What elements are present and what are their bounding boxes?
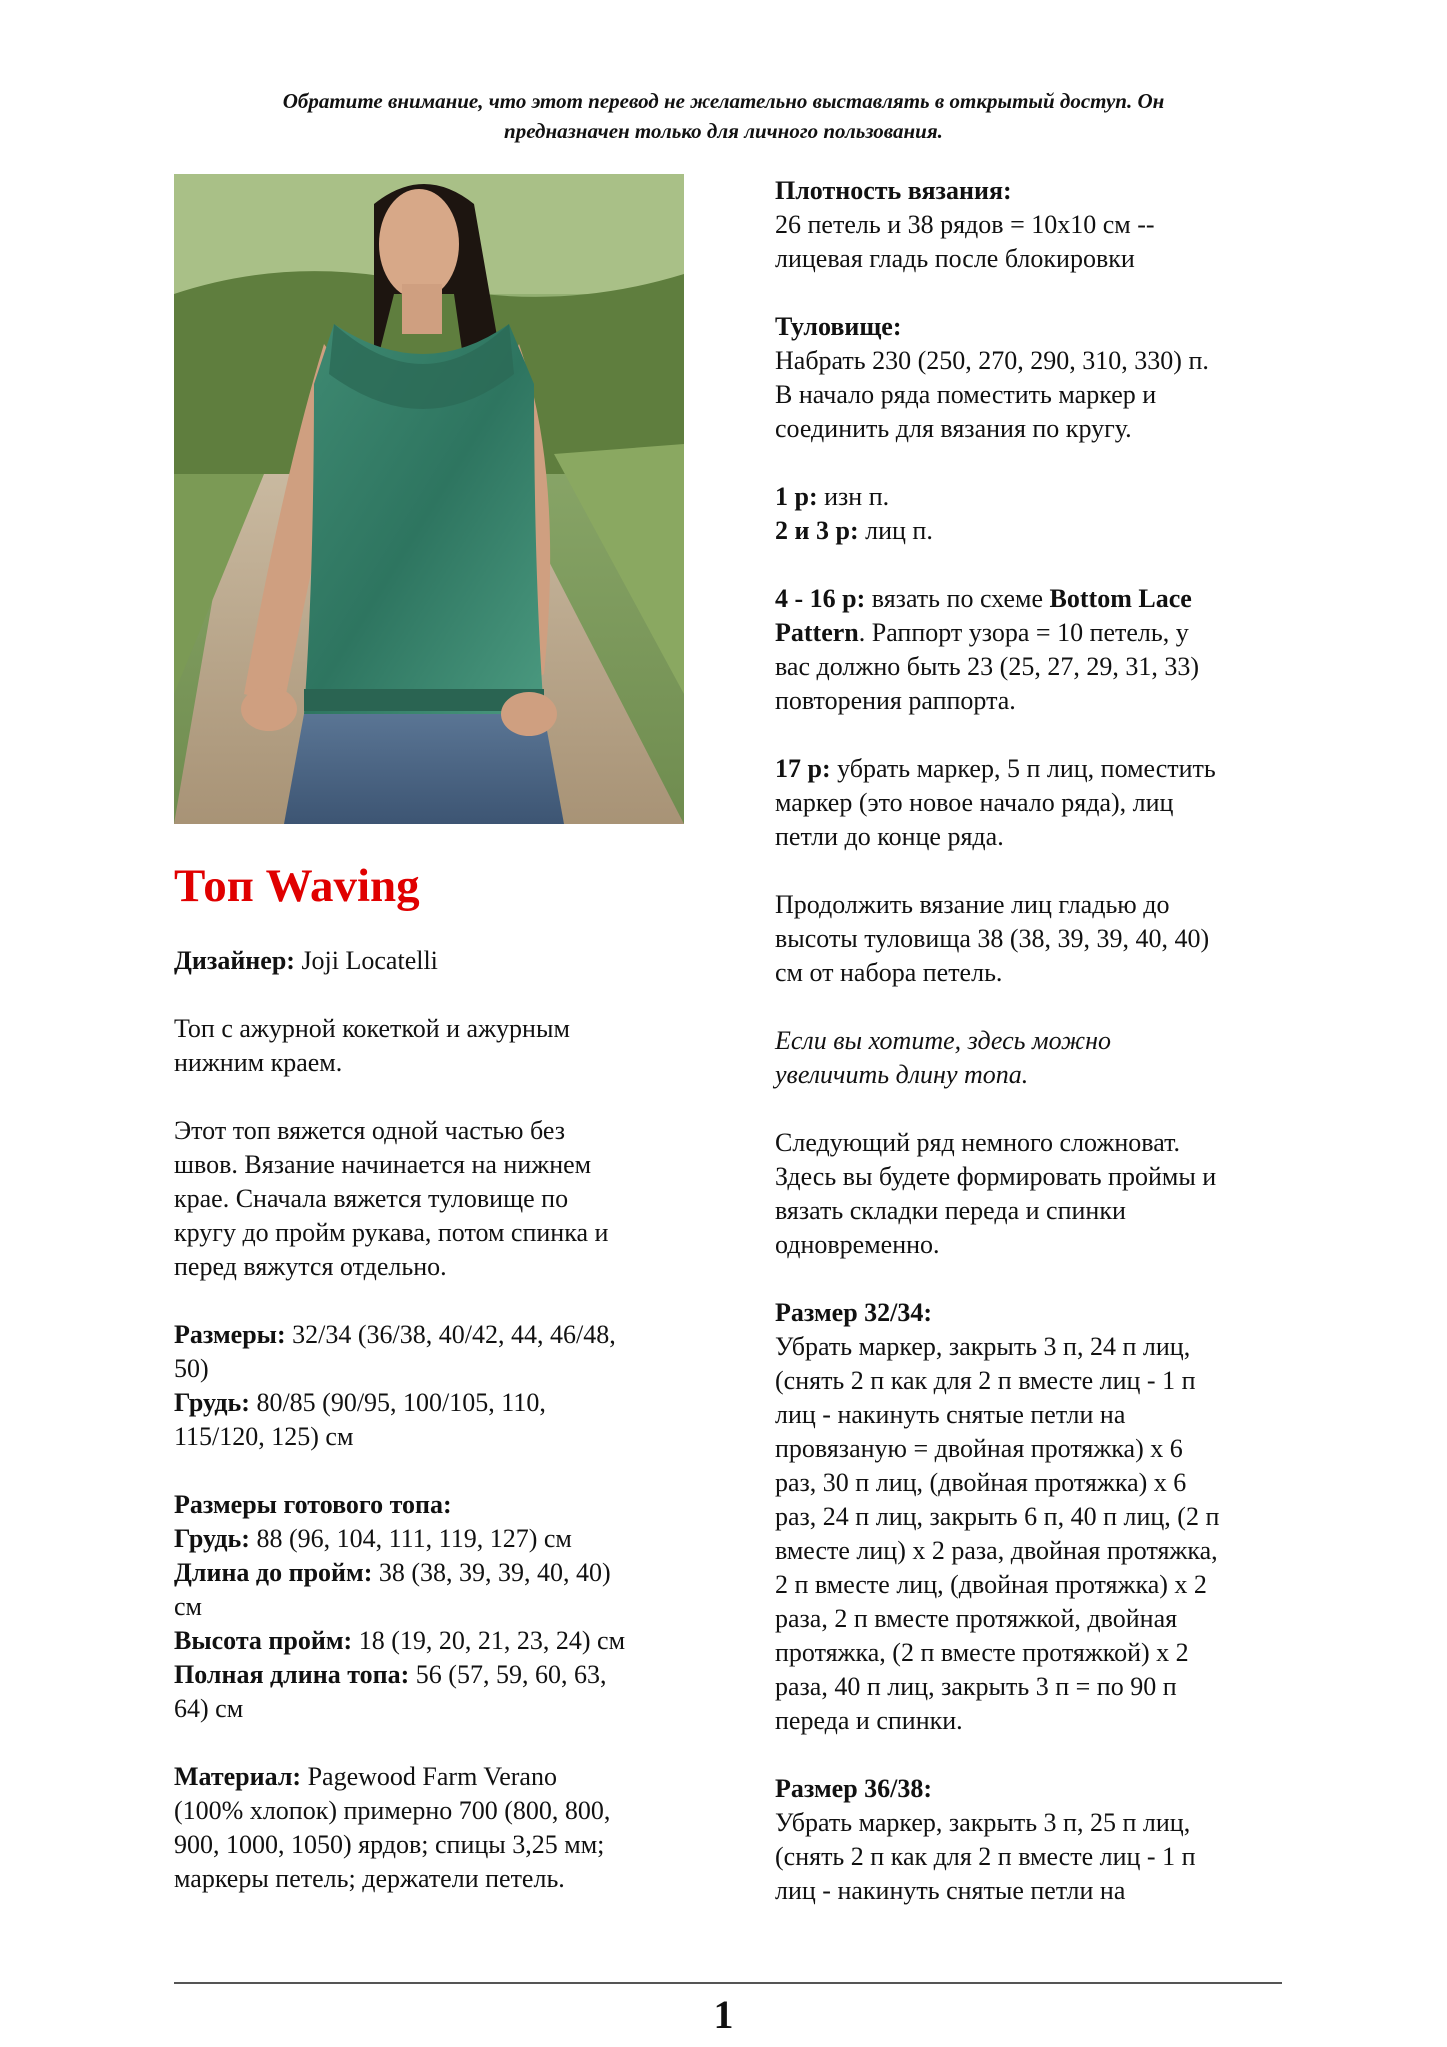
notice-line-1: Обратите внимание, что этот перевод не желательно выставлять в открытый доступ. Он xyxy=(282,89,1165,113)
chest-value-cont: 115/120, 125) см xyxy=(174,1422,354,1451)
notice-line-2: предназначен только для личного пользования. xyxy=(504,119,943,143)
material-line: (100% хлопок) примерно 700 (800, 800, xyxy=(174,1796,611,1825)
translation-notice xyxy=(0,86,1447,146)
intro-2 xyxy=(174,1114,694,1284)
row1-label: 1 р: xyxy=(775,482,818,511)
material-label: Материал: xyxy=(174,1762,302,1791)
size-32-34 xyxy=(775,1296,1305,1738)
size1-line: раз, 30 п лиц, (двойная протяжка) х 6 xyxy=(775,1468,1187,1497)
model-photo xyxy=(174,174,684,824)
next-row-line: Здесь вы будете формировать проймы и xyxy=(775,1162,1217,1191)
size2-line: (снять 2 п как для 2 п вместе лиц - 1 п xyxy=(775,1842,1196,1871)
sizes-value: 32/34 (36/38, 40/42, 44, 46/48, xyxy=(285,1320,616,1349)
fin-length-value: 38 (38, 39, 39, 40, 40) xyxy=(372,1558,611,1587)
gauge-block xyxy=(775,174,1305,276)
intro-2-line: швов. Вязание начинается на нижнем xyxy=(174,1150,592,1179)
sizes-block xyxy=(174,1318,694,1454)
body-line: В начало ряда поместить маркер и xyxy=(775,380,1157,409)
continue-line: см от набора петель. xyxy=(775,958,1003,987)
gauge-line: лицевая гладь после блокировки xyxy=(775,244,1135,273)
row17-line: маркер (это новое начало ряда), лиц xyxy=(775,788,1174,817)
size1-line: провязаную = двойная протяжка) х 6 xyxy=(775,1434,1183,1463)
material-line: 900, 1000, 1050) ярдов; спицы 3,25 мм; xyxy=(174,1830,605,1859)
row4-label: 4 - 16 р: xyxy=(775,584,866,613)
row4-line: вас должно быть 23 (25, 27, 29, 31, 33) xyxy=(775,652,1199,681)
continue-block xyxy=(775,888,1305,990)
row1-value: изн п. xyxy=(817,482,890,511)
row-17 xyxy=(775,752,1305,854)
intro-2-line: Этот топ вяжется одной частью без xyxy=(174,1116,565,1145)
size1-line: вместе лиц) х 2 раза, двойная протяжка, xyxy=(775,1536,1218,1565)
body-block xyxy=(775,310,1305,446)
finished-sizes xyxy=(174,1488,694,1726)
continue-line: Продолжить вязание лиц гладью до xyxy=(775,890,1170,919)
footer-divider xyxy=(174,1982,1282,1984)
size1-line: переда и спинки. xyxy=(775,1706,963,1735)
row23-label: 2 и 3 р: xyxy=(775,516,859,545)
intro-2-line: перед вяжутся отдельно. xyxy=(174,1252,447,1281)
photo-woman-green-top-icon xyxy=(174,174,684,824)
material-value: Pagewood Farm Verano xyxy=(301,1762,557,1791)
intro-1-line: нижним краем. xyxy=(174,1048,343,1077)
gauge-heading: Плотность вязания: xyxy=(775,176,1012,205)
next-row-line: вязать складки переда и спинки xyxy=(775,1196,1126,1225)
material-line: маркеры петель; держатели петель. xyxy=(174,1864,565,1893)
size1-line: 2 п вместе лиц, (двойная протяжка) х 2 xyxy=(775,1570,1207,1599)
continue-line: высоты туловища 38 (38, 39, 39, 40, 40) xyxy=(775,924,1210,953)
fin-total-value: 56 (57, 59, 60, 63, xyxy=(409,1660,607,1689)
designer-value: Joji Locatelli xyxy=(294,946,438,975)
row17-label: 17 р: xyxy=(775,754,831,783)
next-row-line: Следующий ряд немного сложноват. xyxy=(775,1128,1180,1157)
gauge-line: 26 петель и 38 рядов = 10x10 см -- xyxy=(775,210,1155,239)
chest-value: 80/85 (90/95, 100/105, 110, xyxy=(249,1388,546,1417)
row23-value: лиц п. xyxy=(858,516,933,545)
size1-line: раза, 2 п вместе протяжкой, двойная xyxy=(775,1604,1178,1633)
designer xyxy=(174,944,694,978)
row4-pattern-name: Bottom Lace xyxy=(1049,584,1192,613)
fin-total-label: Полная длина топа: xyxy=(174,1660,410,1689)
size2-heading: Размер 36/38: xyxy=(775,1774,933,1803)
size1-line: лиц - накинуть снятые петли на xyxy=(775,1400,1126,1429)
row4-pattern-name-cont: Pattern xyxy=(775,618,859,647)
row17-line: петли до конце ряда. xyxy=(775,822,1004,851)
fin-armhole-value: 18 (19, 20, 21, 23, 24) см xyxy=(352,1626,626,1655)
finished-heading: Размеры готового топа: xyxy=(174,1490,452,1519)
rows-1-3 xyxy=(775,480,1305,548)
size1-line: раз, 24 п лиц, закрыть 6 п, 40 п лиц, (2 п xyxy=(775,1502,1220,1531)
rows-4-16 xyxy=(775,582,1305,718)
pattern-title: Топ Waving xyxy=(174,860,420,912)
page-number: 1 xyxy=(713,1992,734,2037)
size2-line: Убрать маркер, закрыть 3 п, 25 п лиц, xyxy=(775,1808,1191,1837)
row4-line: повторения раппорта. xyxy=(775,686,1016,715)
size1-heading: Размер 32/34: xyxy=(775,1298,933,1327)
size2-line: лиц - накинуть снятые петли на xyxy=(775,1876,1126,1905)
row17-value: убрать маркер, 5 п лиц, поместить xyxy=(830,754,1216,783)
right-column xyxy=(775,174,1305,1942)
row4-text-2: . Раппорт узора = 10 петель, у xyxy=(858,618,1189,647)
intro-2-line: крае. Сначала вяжется туловище по xyxy=(174,1184,569,1213)
sizes-value-cont: 50) xyxy=(174,1354,209,1383)
material-block xyxy=(174,1760,694,1896)
size1-line: раза, 40 п лиц, закрыть 3 п = по 90 п xyxy=(775,1672,1177,1701)
fin-length-cont: см xyxy=(174,1592,202,1621)
next-row-line: одновременно. xyxy=(775,1230,940,1259)
fin-armhole-label: Высота пройм: xyxy=(174,1626,353,1655)
fin-total-cont: 64) см xyxy=(174,1694,244,1723)
next-row-note xyxy=(775,1126,1305,1262)
body-line: Набрать 230 (250, 270, 290, 310, 330) п. xyxy=(775,346,1209,375)
length-note xyxy=(775,1024,1305,1092)
row4-text: вязать по схеме xyxy=(865,584,1050,613)
length-note-line: Если вы хотите, здесь можно xyxy=(775,1026,1112,1055)
intro-1-line: Топ с ажурной кокеткой и ажурным xyxy=(174,1014,570,1043)
size1-line: Убрать маркер, закрыть 3 п, 24 п лиц, xyxy=(775,1332,1191,1361)
length-note-line: увеличить длину топа. xyxy=(775,1060,1029,1089)
size1-line: протяжка, (2 п вместе протяжкой) х 2 xyxy=(775,1638,1189,1667)
sizes-label: Размеры: xyxy=(174,1320,286,1349)
fin-length-label: Длина до пройм: xyxy=(174,1558,373,1587)
size-36-38 xyxy=(775,1772,1305,1908)
fin-chest-value: 88 (96, 104, 111, 119, 127) см xyxy=(249,1524,572,1553)
intro-1 xyxy=(174,1012,694,1080)
fin-chest-label: Грудь: xyxy=(174,1524,250,1553)
chest-label: Грудь: xyxy=(174,1388,250,1417)
body-line: соединить для вязания по кругу. xyxy=(775,414,1132,443)
intro-2-line: кругу до пройм рукава, потом спинка и xyxy=(174,1218,609,1247)
left-column xyxy=(174,944,694,1930)
size1-line: (снять 2 п как для 2 п вместе лиц - 1 п xyxy=(775,1366,1196,1395)
body-heading: Туловище: xyxy=(775,312,902,341)
designer-label: Дизайнер: xyxy=(174,946,295,975)
